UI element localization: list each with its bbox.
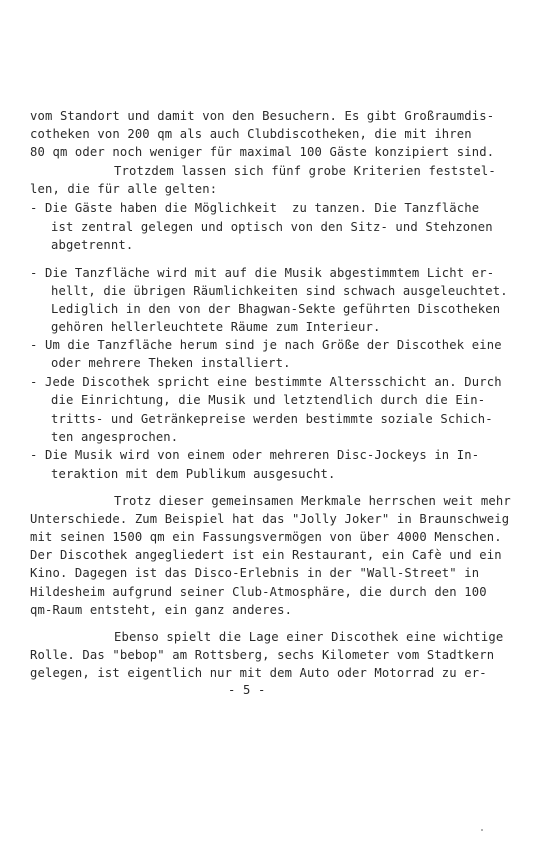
text-line: gehören hellerleuchtete Räume zum Interieur. [51,320,381,334]
list-item-line: - Die Musik wird von einem oder mehreren Disc-Jockeys in In- [30,448,480,462]
text-line: cotheken von 200 qm als auch Clubdiscotheken, die mit ihren [30,127,472,141]
text-line: Trotzdem lassen sich fünf grobe Kriterien feststel- [114,164,496,178]
text-line: Ebenso spielt die Lage einer Discothek eine wichtige [114,630,504,644]
text-line: Kino. Dagegen ist das Disco-Erlebnis in der "Wall-Street" in [30,566,480,580]
text-line: Hildesheim aufgrund seiner Club-Atmosphäre, die durch den 100 [30,585,487,599]
text-line: Der Discothek angegliedert ist ein Restaurant, ein Cafè und ein [30,548,502,562]
text-line: vom Standort und damit von den Besuchern. Es gibt Großraumdis- [30,109,495,123]
text-line: ist zentral gelegen und optisch von den Sitz- und Stehzonen [51,220,493,234]
page-number: - 5 - [228,683,266,697]
text-line: oder mehrere Theken installiert. [51,356,291,370]
text-line: tritts- und Getränkepreise werden bestimmte soziale Schich- [51,412,493,426]
text-line: teraktion mit dem Publikum ausgesucht. [51,467,336,481]
list-item-line: - Jede Discothek spricht eine bestimmte Altersschicht an. Durch [30,375,502,389]
scan-speck [481,829,483,831]
text-line: gelegen, ist eigentlich nur mit dem Auto oder Motorrad zu er- [30,666,487,680]
text-line: 80 qm oder noch weniger für maximal 100 Gäste konzipiert sind. [30,145,495,159]
text-line: Rolle. Das "bebop" am Rottsberg, sechs Kilometer vom Stadtkern [30,648,495,662]
list-item-line: - Die Tanzfläche wird mit auf die Musik abgestimmtem Licht er- [30,266,495,280]
text-line: ten angesprochen. [51,430,179,444]
text-line: hellt, die übrigen Räumlichkeiten sind schwach ausgeleuchtet. [51,284,508,298]
text-line: len, die für alle gelten: [30,182,218,196]
list-item-line: - Die Gäste haben die Möglichkeit zu tanzen. Die Tanzfläche [30,201,480,215]
text-line: abgetrennt. [51,238,134,252]
text-line: Lediglich in den von der Bhagwan-Sekte geführten Discotheken [51,302,501,316]
list-item-line: - Um die Tanzfläche herum sind je nach Größe der Discothek eine [30,338,502,352]
text-line: Unterschiede. Zum Beispiel hat das "Jolly Joker" in Braunschweig [30,512,510,526]
text-line: qm-Raum entsteht, ein ganz anderes. [30,603,293,617]
text-line: mit seinen 1500 qm ein Fassungsvermögen von über 4000 Menschen. [30,530,502,544]
text-line: Trotz dieser gemeinsamen Merkmale herrschen weit mehr [114,494,511,508]
text-line: die Einrichtung, die Musik und letztendlich durch die Ein- [51,393,486,407]
